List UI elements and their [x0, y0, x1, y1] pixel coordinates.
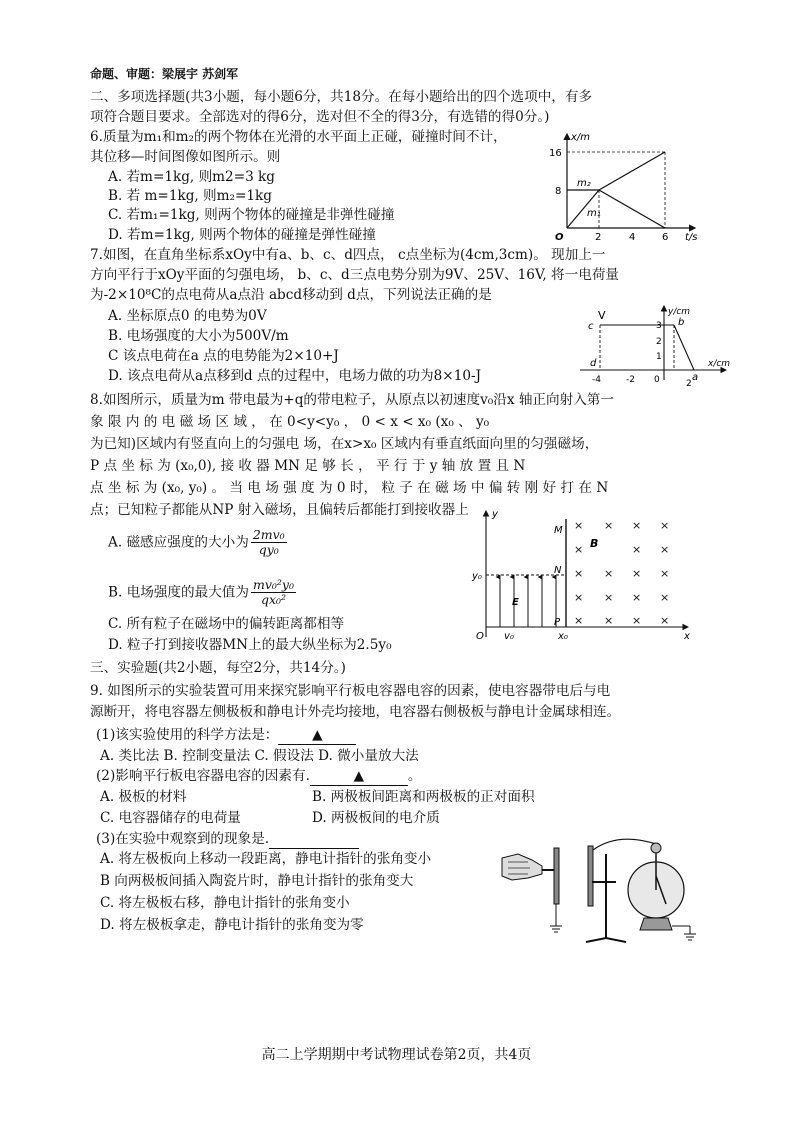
q7-stem-2: 方向平行于xOy平面的匀强电场， b、c、d三点电势分别为9V、25V、16V, 将一电荷量	[90, 267, 620, 283]
q7-x-label: x/cm	[708, 359, 731, 369]
left-plate	[554, 848, 559, 904]
q6-option-a: A. 若m=1kg, 则m2=3 kg	[108, 169, 275, 185]
page-footer: 高二上学期期中考试物理试卷第2页，共4页	[261, 1047, 532, 1063]
svg-text:×: ×	[604, 591, 614, 604]
q7-tick-xm4: -4	[592, 375, 601, 385]
q9-part-2-blank[interactable]: ▲	[310, 769, 408, 786]
svg-text:×: ×	[574, 591, 584, 604]
section3-title: 三、实验题(共2小题，每空2分，共14分。)	[90, 660, 346, 676]
q9-part-3: (3)在实验中观察到的现象是.	[96, 832, 359, 849]
q7-point-a: a	[692, 372, 699, 383]
q7-stem-3: 为-2×10⁸C的点电荷从a点沿 abcd移动到 d点，下列说法正确的是	[90, 287, 492, 303]
right-plate	[588, 846, 593, 906]
q9-part-3-blank[interactable]	[269, 832, 359, 849]
exam-authors: 命题、审题：梁展宇 苏剑军	[90, 67, 239, 81]
q8-option-d: D. 粒子打到接收器MN上的最大纵坐标为2.5y₀	[108, 637, 392, 653]
q9-part-1: (1)该实验使用的科学方法是： ▲	[96, 728, 356, 745]
q9-apparatus-illustration	[498, 826, 703, 948]
q8-option-b: B. 电场强度的最大值为 $\frac{\text{mv₀²y₀}}{\text{qx₀²}}$	[108, 577, 294, 608]
svg-text:×: ×	[574, 614, 584, 627]
q9-part-1-blank[interactable]: ▲	[278, 728, 356, 745]
q8-label-v0: v₀	[504, 631, 514, 642]
svg-text:×: ×	[632, 614, 642, 627]
q9-part-2-option-a: A. 极板的材料	[100, 789, 187, 805]
q9-stem-2: 源断开，将电容器左侧极板和静电计外壳均接地，电容器右侧极板与静电计金属球相连。	[90, 704, 621, 720]
q6-tick-x6: 6	[662, 232, 669, 243]
q7-option-d: D. 该点电荷从a点移到d 点的过程中，电场力做的功为8×10-J	[108, 368, 482, 384]
q6-tick-x2: 2	[595, 232, 602, 243]
q6-xt-graph	[545, 128, 705, 246]
svg-text:×: ×	[632, 519, 642, 532]
q6-line-m2-after	[599, 152, 665, 190]
svg-text:×: ×	[660, 614, 670, 627]
svg-text:×: ×	[632, 543, 642, 556]
q9-part-3-option-b: B 向两极板间插入陶瓷片时，静电计指针的张角变大	[100, 873, 414, 889]
q8-stem-5: 点 坐 标 为 (x₀, y₀) 。 当 电 场 强 度 为 0 时， 粒 子 在 磁 场 中 偏 转 刚 好 打 在 N	[90, 480, 609, 496]
hand-icon	[502, 854, 542, 880]
svg-text:×: ×	[604, 614, 614, 627]
q7-tick-x0: 0	[654, 375, 660, 385]
section2-title: 二、多项选择题(共3小题，每小题6分，共18分。在每小题给出的四个选项中，有多	[90, 89, 593, 105]
q7-point-b: b	[678, 317, 685, 328]
q8-stem-4: P 点 坐 标 为 (x₀,0), 接 收 器 MN 足 够 长 ， 平 行 于 y 轴 放 置 且 N	[90, 458, 526, 474]
q8-option-c: C. 所有粒子在磁场中的偏转距离都相等	[108, 616, 345, 632]
q7-option-b: B. 电场强度的大小为500V/m	[108, 328, 289, 344]
svg-text:×: ×	[574, 519, 584, 532]
q8-x-label: x	[684, 631, 690, 642]
q6-tick-16: 16	[549, 148, 562, 159]
q8-stem-3: 为已知)区域内有竖直向上的匀强电 场，在x>x₀ 区域内有垂直纸面向里的匀强磁场，	[90, 436, 599, 452]
q9-part-2-option-d: D. 两极板间的电介质	[312, 810, 440, 826]
connecting-wire	[593, 839, 656, 850]
q7-label-V: V	[598, 309, 606, 322]
q7-y-label: y/cm	[668, 307, 691, 317]
q9-part-3-option-d: D. 将左极板拿走，静电计指针的张角变为零	[100, 917, 364, 933]
q8-stem-1: 8.如图所示，质量为m 带电最为+q的带电粒子，从原点以初速度v₀沿x 轴正向射入第一	[90, 392, 614, 408]
q6-tick-x4: 4	[629, 232, 636, 243]
section2-title-cont: 项符合题目要求。全部选对的得6分，选对但不全的得3分，有选错的得0分。)	[90, 109, 550, 125]
electroscope-ball	[651, 843, 661, 853]
q6-stem-1: 6.质量为m₁和m₂的两个物体在光滑的水平面上正碰，碰撞时间不计，	[90, 129, 507, 145]
q7-tick-1: 1	[656, 352, 662, 362]
q9-part-2-option-b: B. 两极板间距离和两极板的正对面积	[312, 789, 535, 805]
q8-stem-2: 象 限 内 的 电 磁 场 区 域 ， 在 0<y<y₀ ， 0 < x < x₀ (x₀ 、 y₀	[90, 414, 490, 430]
q8-label-y0: y₀	[472, 571, 482, 582]
q8-y-label: y	[492, 509, 498, 520]
q8-field-diagram	[470, 505, 695, 645]
q8-point-M: M	[554, 525, 563, 536]
q8-b-field-crosses	[574, 519, 669, 627]
q6-stem-2: 其位移—时间图像如图所示。则	[90, 149, 281, 165]
q9-part-2-option-c: C. 电容器储存的电荷量	[100, 810, 241, 826]
svg-text:×: ×	[660, 543, 670, 556]
q7-edge-ab	[674, 325, 694, 370]
q7-tick-x2: 2	[686, 379, 692, 388]
q7-point-d: d	[590, 358, 597, 369]
svg-text:×: ×	[574, 567, 584, 580]
q6-label-m1: m₁	[587, 208, 601, 219]
electroscope-base	[640, 918, 672, 930]
q6-y-label: x/m	[571, 132, 591, 143]
q8-point-N: N	[554, 565, 562, 576]
q6-option-c: C. 若m₁=1kg, 则两个物体的碰撞是非弹性碰撞	[108, 207, 395, 223]
svg-text:×: ×	[660, 567, 670, 580]
q9-part-3-option-c: C. 将左极板右移，静电计指针的张角变小	[100, 895, 350, 911]
q7-option-c: C 该点电荷在a 点的电势能为2×10+J	[108, 348, 339, 364]
svg-text:×: ×	[632, 567, 642, 580]
q8-option-a-formula: $\frac{\text{2mv₀}}{\text{qy₀}}$	[252, 527, 285, 558]
svg-text:×: ×	[604, 519, 614, 532]
stand-base	[586, 938, 626, 942]
q6-option-d: D. 若m=1kg, 则两个物体的碰撞是弹性碰撞	[108, 227, 376, 243]
q8-e-field-lines	[500, 577, 556, 627]
q8-label-x0: x₀	[558, 631, 568, 642]
q8-option-b-formula: $\frac{\text{mv₀²y₀}}{\text{qx₀²}}$	[252, 577, 294, 608]
q9-part-3-option-a: A. 将左极板向上移动一段距离，静电计指针的张角变小	[100, 851, 432, 867]
ground-left-icon	[550, 926, 562, 932]
svg-text:×: ×	[574, 543, 584, 556]
svg-text:×: ×	[604, 567, 614, 580]
svg-text:×: ×	[660, 519, 670, 532]
svg-text:×: ×	[632, 591, 642, 604]
q6-tick-8: 8	[555, 186, 562, 197]
q7-option-a: A. 坐标原点0 的电势为0V	[108, 308, 267, 324]
q6-label-m2: m₂	[577, 178, 591, 189]
q8-stem-6: 点；已知粒子都能从NP 射入磁场，且偏转后都能打到接收器上	[90, 502, 469, 518]
q9-part-1-options: A. 类比法 B. 控制变量法 C. 假设法 D. 微小量放大法	[100, 748, 419, 764]
q7-tick-3: 3	[656, 321, 662, 331]
q8-option-a: A. 磁感应强度的大小为 $\frac{\text{2mv₀}}{\text{qy₀}}$	[108, 527, 285, 558]
q6-option-b: B. 若 m=1kg, 则m₂=1kg	[108, 188, 272, 204]
q7-stem-1: 7.如图，在直角坐标系xOy中有a、b、c、d四点， c点坐标为(4cm,3cm)。 现加上一	[90, 247, 606, 263]
q7-coordinate-graph	[576, 300, 741, 388]
q9-part-2: (2)影响平行板电容器电容的因素有. ▲ 。	[96, 768, 422, 784]
q8-point-P: P	[554, 617, 561, 628]
q9-stem-1: 9. 如图所示的实验装置可用来探究影响平行板电容器电容的因素，使电容器带电后与电	[90, 683, 611, 699]
q6-line-m1-after	[599, 190, 665, 228]
q8-label-B: B	[590, 537, 599, 550]
q7-tick-2: 2	[656, 337, 662, 347]
ground-right-icon	[684, 934, 696, 940]
q6-origin: O	[555, 232, 564, 243]
q7-tick-xm2: -2	[626, 375, 635, 385]
q8-origin: O	[476, 631, 484, 642]
q7-point-c: c	[588, 321, 594, 332]
q6-x-label: t/s	[685, 232, 698, 243]
svg-text:×: ×	[660, 591, 670, 604]
q8-label-E: E	[512, 597, 519, 608]
